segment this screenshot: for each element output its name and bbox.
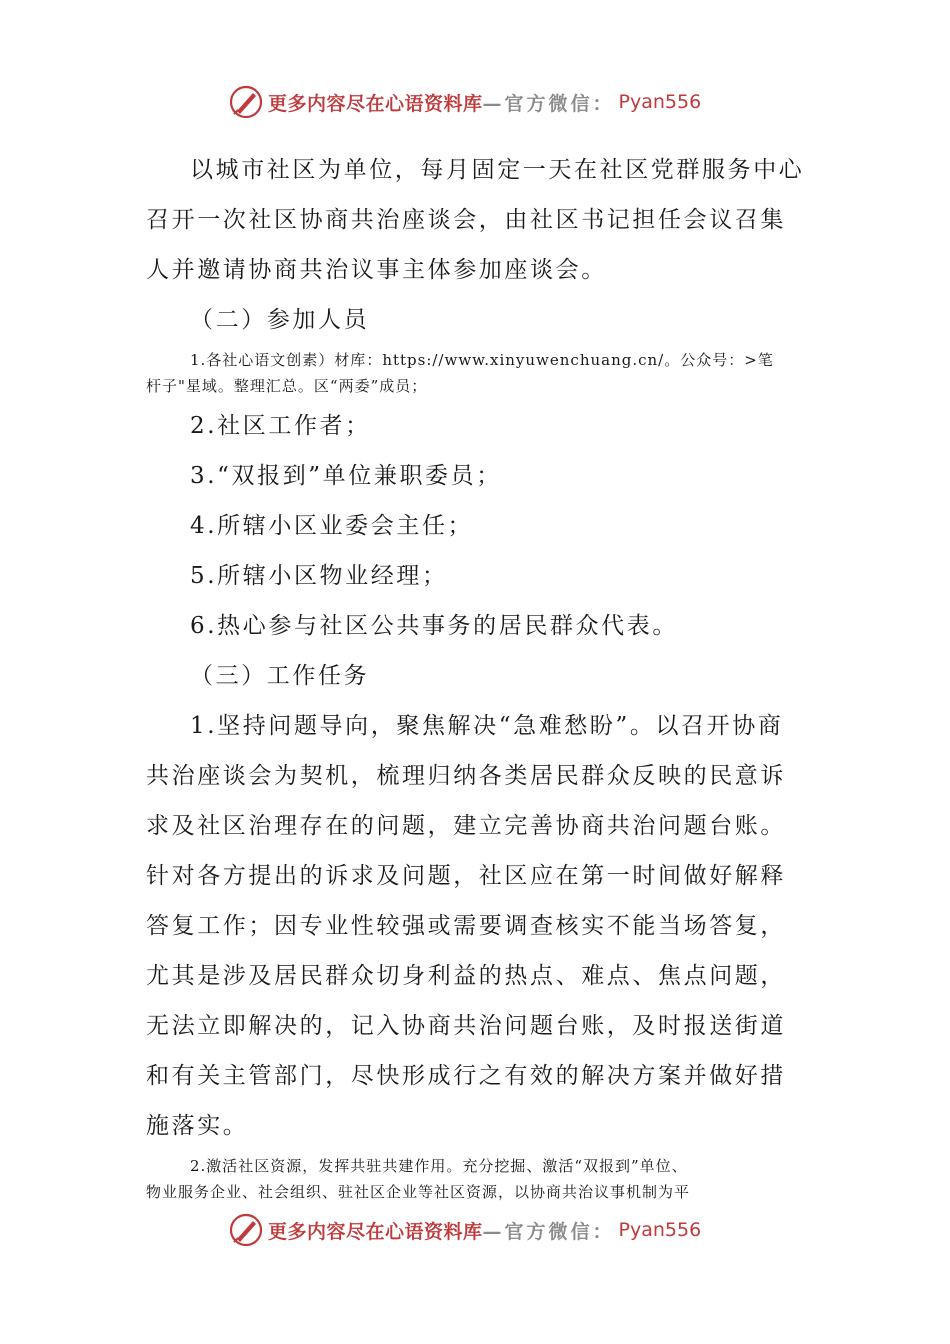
paragraph-line: 尤其是涉及居民群众切身利益的热点、难点、焦点问题， <box>146 963 786 989</box>
paragraph-line: 答复工作；因专业性较强或需要调查核实不能当场答复， <box>146 913 786 939</box>
paragraph-line: 和有关主管部门，尽快形成行之有效的解决方案并做好措 <box>146 1063 786 1089</box>
paragraph-line: 求及社区治理存在的问题，建立完善协商共治问题台账。 <box>146 813 786 839</box>
paragraph-line: 以城市社区为单位，每月固定一天在社区党群服务中心 <box>190 157 805 183</box>
banner-title: 更多内容尽在心语资料库 <box>268 1220 483 1243</box>
section-heading: （三）工作任务 <box>190 663 370 689</box>
list-item: 6.热心参与社区公共事务的居民群众代表。 <box>190 613 678 639</box>
document-body <box>146 145 806 1207</box>
small-paragraph-line: 物业服务企业、社会组织、驻社区企业等社区资源，以协商共治议事机制为平 <box>146 1183 691 1201</box>
list-item: 3.“双报到”单位兼职委员； <box>190 463 502 489</box>
banner-subtitle: —官方微信： <box>482 92 615 115</box>
footer-banner <box>228 1210 748 1250</box>
banner-wechat-id: Pyan556 <box>618 1219 702 1241</box>
banner-wechat-id: Pyan556 <box>618 91 702 113</box>
pen-logo-icon <box>228 84 264 120</box>
watermark-line: 1.各社心语文创素）材库：https://www.xinyuwenchuang.cn/。公众号：>笔 <box>190 351 774 369</box>
pen-logo-icon <box>228 1212 264 1248</box>
small-paragraph-line: 2.激活社区资源，发挥共驻共建作用。充分挖掘、激活“双报到”单位、 <box>190 1157 688 1175</box>
list-item: 5.所辖小区物业经理； <box>190 563 448 589</box>
paragraph-line: 针对各方提出的诉求及问题，社区应在第一时间做好解释 <box>146 863 786 889</box>
banner-title: 更多内容尽在心语资料库 <box>268 92 483 115</box>
paragraph-line: 人并邀请协商共治议事主体参加座谈会。 <box>146 257 607 283</box>
list-item: 4.所辖小区业委会主任； <box>190 513 474 539</box>
section-heading: （二）参加人员 <box>190 307 370 333</box>
header-banner <box>228 82 748 122</box>
paragraph-line: 无法立即解决的，记入协商共治问题台账，及时报送街道 <box>146 1013 786 1039</box>
list-item: 2.社区工作者； <box>190 413 371 439</box>
banner-subtitle: —官方微信： <box>482 1220 615 1243</box>
paragraph-line: 共治座谈会为契机，梳理归纳各类居民群众反映的民意诉 <box>146 763 786 789</box>
watermark-line: 杆子"星域。整理汇总。区“两委”成员； <box>146 377 428 395</box>
paragraph-line: 召开一次社区协商共治座谈会，由社区书记担任会议召集 <box>146 207 786 233</box>
paragraph-line: 施落实。 <box>146 1113 249 1139</box>
paragraph-line: 1.坚持问题导向，聚焦解决“急难愁盼”。以召开协商 <box>190 713 784 739</box>
